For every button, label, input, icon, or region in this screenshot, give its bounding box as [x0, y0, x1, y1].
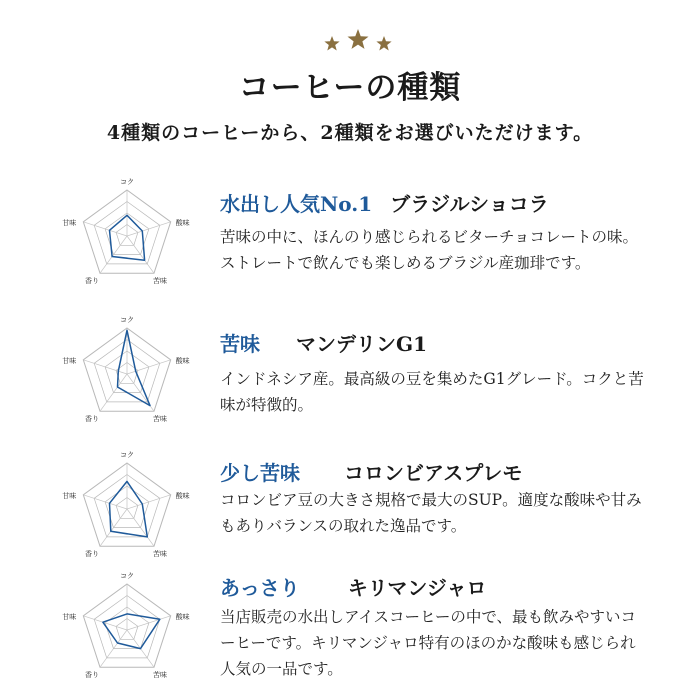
radar-axis-label: コク: [120, 316, 134, 324]
taste-radar-chart: [62, 564, 192, 689]
coffee-tag: あっさり: [220, 576, 300, 600]
radar-axis-label: 甘味: [62, 218, 77, 227]
star-icon: [348, 29, 369, 49]
radar-axis-label: 苦味: [153, 277, 167, 286]
coffee-description: コロンビア豆の大きさ規格で最大のSUP。適度な酸味や甘みもありバランスの取れた逸品です。: [220, 491, 642, 535]
radar-axis-label: コク: [120, 451, 134, 459]
radar-svg: [62, 170, 192, 295]
stars-decoration: [0, 26, 700, 56]
radar-axis-label: 香り: [85, 671, 99, 680]
radar-axis-label: 苦味: [153, 415, 167, 424]
radar-axis-label: コク: [120, 572, 134, 580]
radar-axis-label: 酸味: [175, 491, 190, 500]
radar-axis-label: 香り: [85, 277, 99, 286]
radar-svg: [62, 308, 192, 433]
radar-axis-label: 甘味: [62, 491, 77, 500]
coffee-tag: 水出し人気No.1: [220, 192, 373, 216]
radar-axis-label: 香り: [85, 550, 99, 559]
star-icon: [376, 36, 391, 51]
radar-axis-label: 苦味: [153, 550, 167, 559]
coffee-heading: [220, 188, 549, 217]
radar-axis-label: 酸味: [175, 356, 190, 365]
coffee-name: キリマンジャロ: [347, 576, 487, 600]
page-subtitle: 4種類のコーヒーから、2種類をお選びいただけます。: [106, 122, 594, 144]
coffee-tag: 少し苦味: [220, 461, 300, 485]
radar-axis-label: 香り: [85, 415, 99, 424]
star-icon: [324, 36, 339, 51]
coffee-heading: [220, 328, 427, 357]
taste-radar-chart: [62, 170, 192, 295]
coffee-description: インドネシア産。最高級の豆を集めたG1グレード。コクと苦味が特徴的。: [220, 370, 644, 414]
taste-radar-chart: [62, 443, 192, 568]
coffee-entry-colombia: [0, 443, 700, 583]
radar-axis-label: コク: [120, 178, 134, 186]
coffee-description: 苦味の中に、ほんのり感じられるビターチョコレートの味。ストレートで飲んでも楽しめるブラジル産珈琲です。: [220, 228, 639, 272]
coffee-name: マンデリンG1: [296, 332, 427, 356]
taste-radar-chart: [62, 308, 192, 433]
coffee-heading: [220, 457, 522, 486]
coffee-description: 当店販売の水出しアイスコーヒーの中で、最も飲みやすいコーヒーです。キリマンジャロ特有のほのかな酸味も感じられ人気の一品です。: [220, 608, 637, 678]
coffee-tag: 苦味: [220, 332, 260, 356]
radar-svg: [62, 443, 192, 568]
coffee-entry-brazil: [0, 170, 700, 310]
radar-axis-label: 苦味: [153, 671, 167, 680]
radar-axis-label: 酸味: [175, 612, 190, 621]
page-title: コーヒーの種類: [238, 70, 462, 106]
radar-svg: [62, 564, 192, 689]
radar-axis-label: 甘味: [62, 356, 77, 365]
coffee-entry-mandheling: [0, 308, 700, 448]
radar-axis-label: 酸味: [175, 218, 190, 227]
coffee-name: ブラジルショコラ: [390, 192, 549, 216]
coffee-heading: [220, 572, 487, 601]
radar-axis-label: 甘味: [62, 612, 77, 621]
coffee-name: コロンビアスプレモ: [344, 461, 523, 485]
coffee-entry-kilimanjaro: [0, 564, 700, 700]
